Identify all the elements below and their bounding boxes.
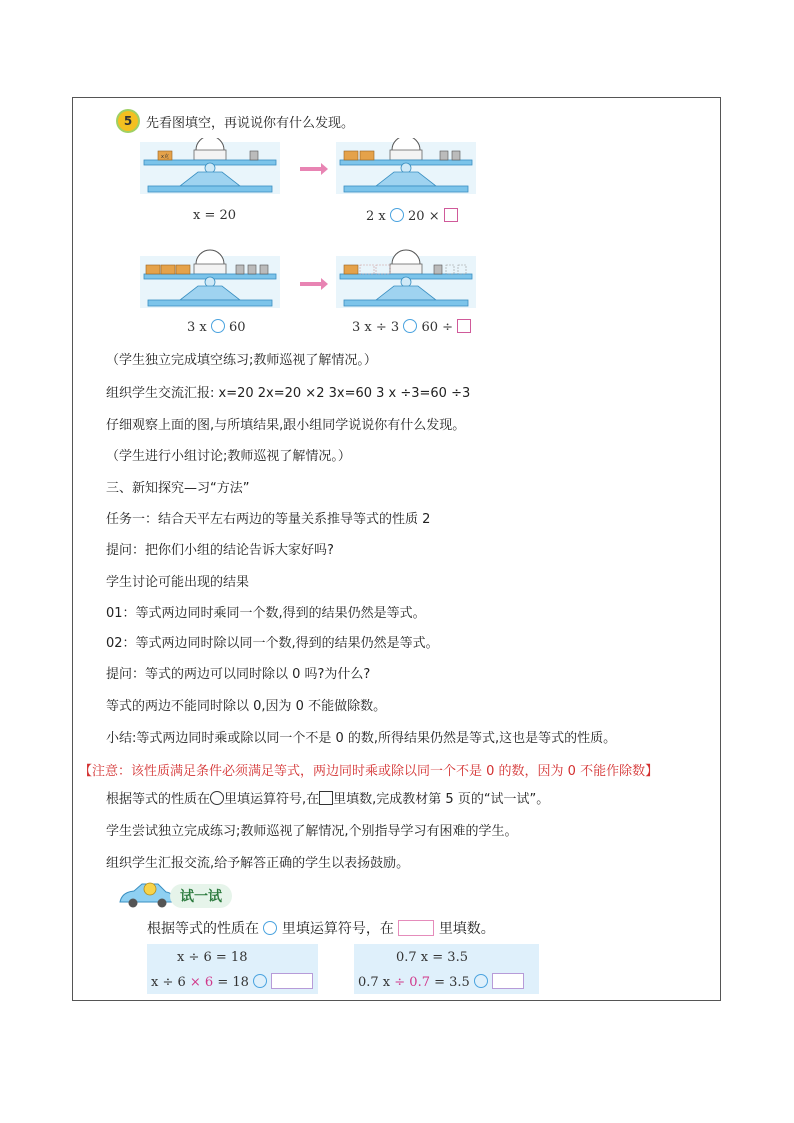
summary-line: 小结:等式两边同时乘或除以同一个不是 0 的数,所得结果仍然是等式,这也是等式的性质。 (106, 731, 617, 746)
section-heading: 三、新知探究—习“方法” (106, 481, 250, 496)
equation-part: 0.7 x (358, 975, 391, 990)
text-line: 组织学生汇报交流,给予解答正确的学生以表扬鼓励。 (106, 856, 410, 871)
caption-text: 3 x ÷ 3 (352, 320, 400, 335)
number-input-box[interactable] (492, 973, 524, 989)
exercise-box-left (147, 944, 318, 994)
text-line: 学生尝试独立完成练习;教师巡视了解情况,个别指导学习有困难的学生。 (106, 824, 518, 839)
operator-input-circle[interactable] (474, 974, 488, 988)
text-line: （学生进行小组讨论;教师巡视了解情况。） (106, 449, 351, 464)
operator-circle-blank (403, 319, 417, 333)
text-line: 提问：把你们小组的结论告诉大家好吗? (106, 543, 334, 558)
equation: 0.7 x = 3.5 (396, 950, 468, 965)
exercise-box-right (354, 944, 539, 994)
operator-input-circle[interactable] (253, 974, 267, 988)
text-line: 组织学生交流汇报: x=20 2x=20 ×2 3x=60 3 x ÷3=60 ÷3 (106, 386, 471, 401)
text-line: 01：等式两边同时乘同一个数,得到的结果仍然是等式。 (106, 606, 426, 621)
equation-operator: × 6 (189, 975, 214, 990)
caption-text: 3 x (187, 320, 207, 335)
try-it-instruction (147, 920, 495, 938)
text-fragment: 里填数,完成教材第 5 页的“试一试”。 (333, 792, 550, 807)
operator-circle-blank (211, 319, 225, 333)
caption-text: 20 × (408, 209, 440, 224)
arrow-right-icon (300, 167, 322, 171)
operator-circle-icon (210, 791, 224, 805)
balance-scales-illustration (140, 138, 480, 313)
equation-part: = 18 (217, 975, 249, 990)
equation: x ÷ 6 = 18 (177, 950, 248, 965)
text-line: 任务一：结合天平左右两边的等量关系推导等式的性质 2 (106, 512, 431, 527)
equation-operator: ÷ 0.7 (394, 975, 430, 990)
arrow-right-icon (300, 282, 322, 286)
text-fragment: 里填运算符号,在 (224, 792, 320, 807)
try-it-badge: 试一试 (170, 884, 232, 908)
text-fragment: 里填运算符号，在 (281, 921, 394, 937)
scale-caption-2 (366, 208, 458, 224)
caption-text: 60 (229, 320, 246, 335)
equation (151, 973, 313, 990)
scale-caption-4 (352, 319, 471, 335)
text-line: 提问：等式的两边可以同时除以 0 吗?为什么? (106, 667, 371, 682)
text-fragment: 根据等式的性质在 (147, 921, 259, 937)
scale-caption-1: x = 20 (193, 208, 237, 223)
number-input-box[interactable] (271, 973, 313, 989)
attention-note: 【注意：该性质满足条件必须满足等式，两边同时乘或除以同一个不是 0 的数，因为 0 不能作除数】 (79, 764, 659, 779)
equation-part: x ÷ 6 (151, 975, 186, 990)
number-square-blank (444, 208, 458, 222)
text-line: 仔细观察上面的图,与所填结果,跟小组同学说说你有什么发现。 (106, 418, 466, 433)
svg-text:x克: x克 (161, 154, 169, 160)
text-line: 等式的两边不能同时除以 0,因为 0 不能做除数。 (106, 699, 387, 714)
problem-title: 先看图填空，再说说你有什么发现。 (146, 116, 355, 131)
equation-part: = 3.5 (434, 975, 470, 990)
text-line: 学生讨论可能出现的结果 (106, 575, 250, 590)
number-rect-icon (398, 920, 434, 936)
equation (358, 973, 524, 990)
text-line: 02：等式两边同时除以同一个数,得到的结果仍然是等式。 (106, 636, 439, 651)
car-mascot-icon (116, 880, 176, 910)
text-line: （学生独立完成填空练习;教师巡视了解情况。） (106, 353, 377, 368)
problem-number-badge: 5 (118, 111, 138, 131)
text-fragment: 根据等式的性质在 (106, 792, 211, 807)
text-line (106, 791, 549, 809)
caption-text: 60 ÷ (421, 320, 454, 335)
operator-circle-icon (263, 921, 277, 935)
caption-text: 2 x (366, 209, 386, 224)
number-square-icon (319, 791, 333, 805)
operator-circle-blank (390, 208, 404, 222)
text-fragment: 里填数。 (438, 921, 495, 937)
scale-caption-3 (187, 319, 246, 335)
number-square-blank (457, 319, 471, 333)
